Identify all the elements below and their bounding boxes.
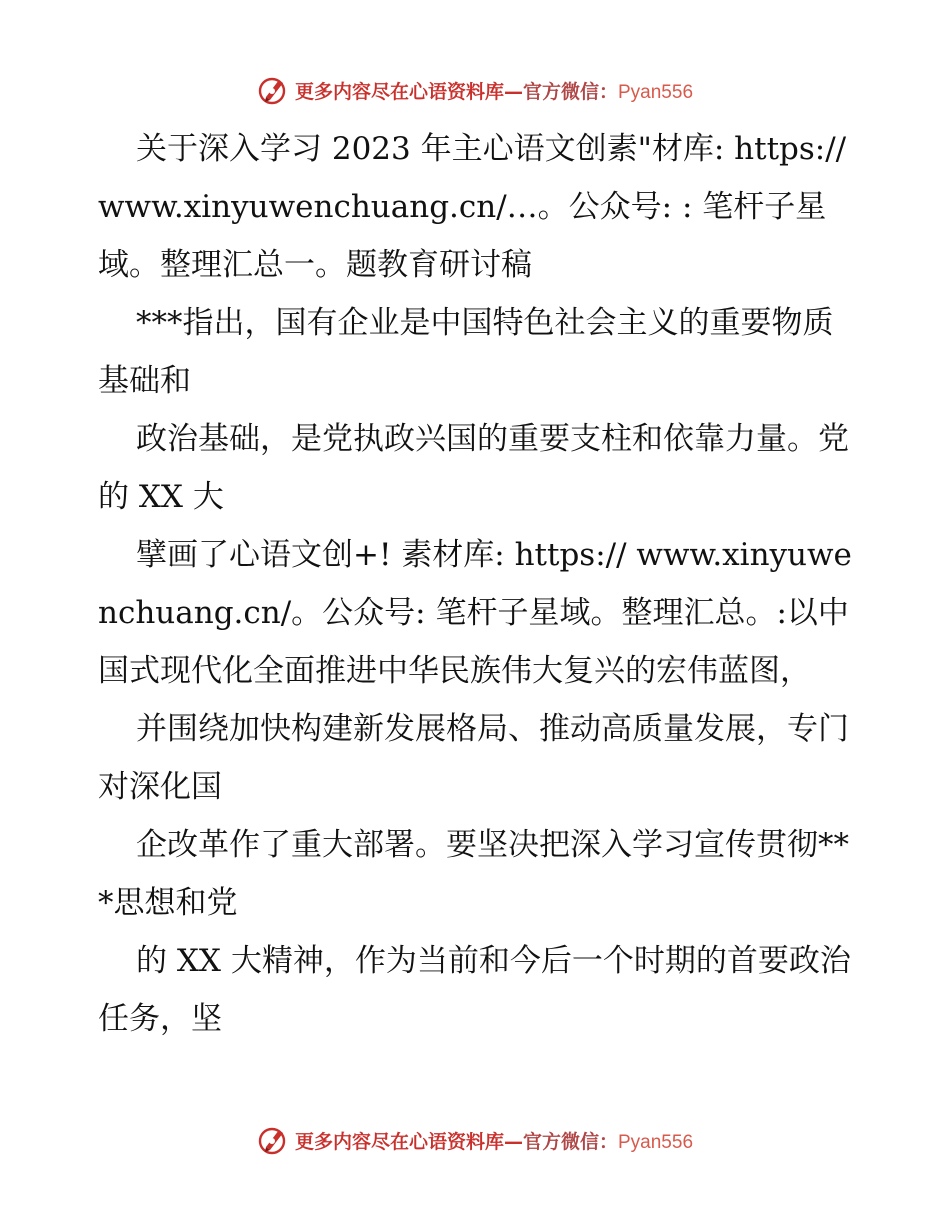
banner-dash: — [503, 1130, 523, 1153]
paragraph-1: 关于深入学习 2023 年主心语文创素"材库: https://www.xinyuwenchuang.cn/…。公众号: : 笔杆子星域。整理汇总一。题教育研讨稿 [98, 131, 847, 283]
banner-official: 官方微信： [522, 80, 618, 103]
pen-logo-icon [257, 1124, 289, 1156]
banner-wechat-id: Pyan556 [618, 1131, 694, 1153]
paragraph-4: 擘画了心语文创+! 素材库: https:// www.xinyuwenchuang.cn/。公众号: 笔杆子星域。整理汇总。:以中国式现代化全面推进中华民族伟大复兴的宏伟蓝图， [98, 537, 852, 689]
banner-text [295, 1127, 693, 1154]
banner-main: 更多内容尽在心语资料库 [294, 80, 504, 103]
pen-logo-icon [257, 74, 289, 106]
paragraph-7: 的 XX 大精神，作为当前和今后一个时期的首要政治任务，坚 [98, 943, 851, 1037]
paragraph-5: 并围绕加快构建新发展格局、推动高质量发展，专门对深化国 [98, 711, 849, 805]
banner-wechat-id: Pyan556 [618, 81, 694, 103]
banner-text [295, 77, 693, 104]
banner-official: 官方微信： [522, 1130, 618, 1153]
footer-banner [0, 1122, 950, 1158]
paragraph-6: 企改革作了重大部署。要坚决把深入学习宣传贯彻***思想和党 [98, 827, 849, 921]
banner-main: 更多内容尽在心语资料库 [294, 1130, 504, 1153]
header-banner [0, 72, 950, 108]
paragraph-2: ***指出，国有企业是中国特色社会主义的重要物质基础和 [98, 305, 834, 399]
banner-dash: — [503, 80, 523, 103]
document-body [98, 120, 858, 1048]
paragraph-3: 政治基础，是党执政兴国的重要支柱和依靠力量。党的 XX 大 [98, 421, 849, 515]
